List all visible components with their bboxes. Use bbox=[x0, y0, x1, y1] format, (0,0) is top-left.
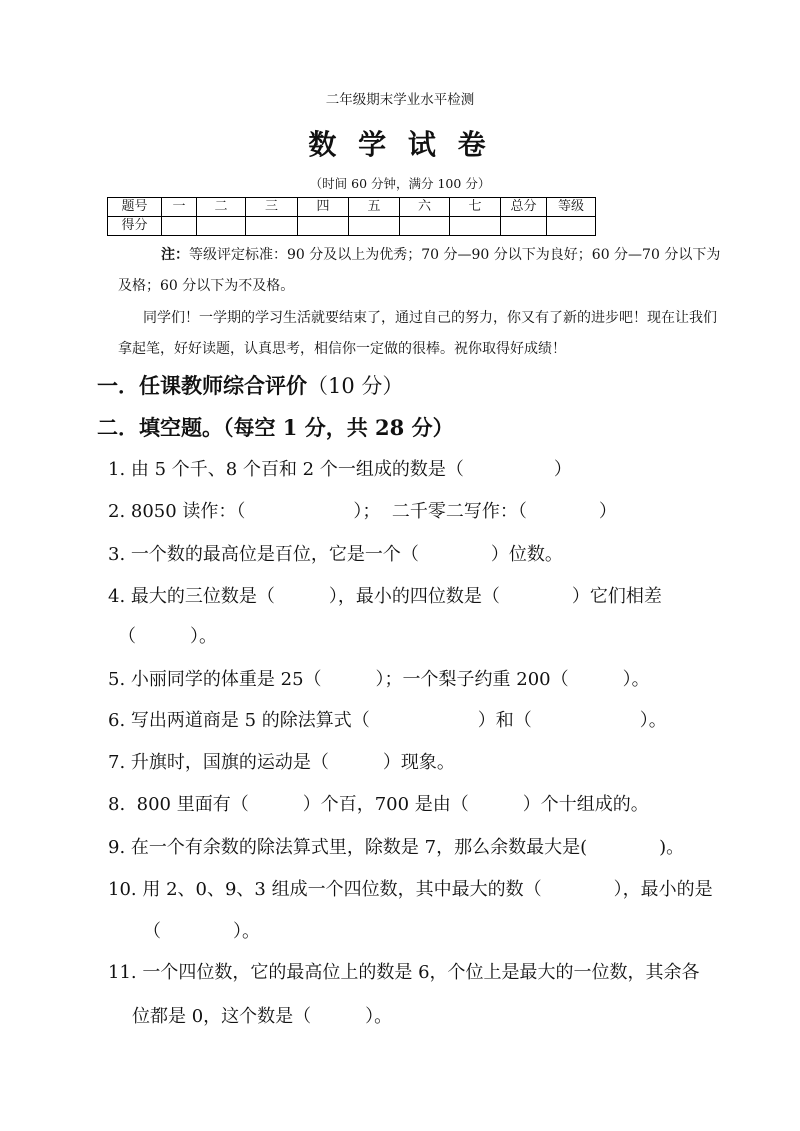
question-11-continuation: 位都是 0，这个数是（ ）。 bbox=[132, 1006, 393, 1027]
exam-subtitle: 二年级期末学业水平检测 bbox=[325, 92, 475, 108]
score-table-header-row bbox=[108, 198, 596, 217]
section-heading-1 bbox=[97, 373, 403, 399]
score-table-header-cell: 五 bbox=[349, 198, 400, 217]
score-table-header-cell: 一 bbox=[162, 198, 197, 217]
score-cell bbox=[197, 217, 246, 236]
time-note: （时间 60 分钟，满分 100 分） bbox=[309, 176, 491, 191]
question-1: 1. 由 5 个千、8 个百和 2 个一组成的数是（ ） bbox=[108, 459, 572, 480]
question-3: 3. 一个数的最高位是百位，它是一个（ ）位数。 bbox=[108, 544, 563, 565]
question-8: 8. 800 里面有（ ）个百，700 是由（ ）个十组成的。 bbox=[108, 794, 649, 815]
score-cell bbox=[246, 217, 298, 236]
exam-title: 数 学 试 卷 bbox=[308, 128, 492, 161]
score-table-header-cell: 二 bbox=[197, 198, 246, 217]
question-9: 9. 在一个有余数的除法算式里，除数是 7，那么余数最大是( )。 bbox=[108, 837, 685, 858]
question-4: 4. 最大的三位数是（ ），最小的四位数是（ ）它们相差 bbox=[108, 586, 662, 607]
score-cell bbox=[349, 217, 400, 236]
section-heading-1-title: 一．任课教师综合评价 bbox=[97, 373, 307, 398]
score-row-label: 得分 bbox=[108, 217, 162, 236]
score-cell bbox=[162, 217, 197, 236]
score-table-header-cell: 题号 bbox=[108, 198, 162, 217]
score-table-header-cell: 等级 bbox=[547, 198, 596, 217]
score-cell bbox=[400, 217, 450, 236]
score-table-score-row bbox=[108, 217, 596, 236]
question-4-continuation: （ ）。 bbox=[118, 626, 217, 647]
question-10-continuation: （ ）。 bbox=[143, 921, 260, 942]
question-10: 10. 用 2、0、9、3 组成一个四位数，其中最大的数（ ），最小的是 bbox=[108, 879, 713, 900]
question-2: 2. 8050 读作：（ ）； 二千零二写作：（ ） bbox=[108, 501, 617, 522]
section-heading-2-title: 二．填空题。（每空 1 分，共 28 分） bbox=[97, 415, 454, 440]
grading-note-line-2: 及格；60 分以下为不及格。 bbox=[118, 278, 295, 294]
question-7: 7. 升旗时，国旗的运动是（ ）现象。 bbox=[108, 752, 455, 773]
score-table-header-cell: 七 bbox=[450, 198, 501, 217]
greeting-line-1: 同学们！一学期的学习生活就要结束了，通过自己的努力，你又有了新的进步吧！现在让我们 bbox=[143, 310, 717, 326]
grading-note-line-1 bbox=[161, 247, 720, 264]
question-11: 11. 一个四位数，它的最高位上的数是 6，个位上是最大的一位数，其余各 bbox=[108, 962, 700, 983]
question-6: 6. 写出两道商是 5 的除法算式（ ）和（ ）。 bbox=[108, 710, 667, 731]
greeting-line-2: 拿起笔，好好读题，认真思考，相信你一定做的很棒。祝你取得好成绩！ bbox=[118, 341, 566, 357]
score-table-header-cell: 四 bbox=[298, 198, 349, 217]
score-cell bbox=[501, 217, 547, 236]
grading-note-label: 注： bbox=[161, 247, 189, 263]
score-cell bbox=[547, 217, 596, 236]
score-table-header-cell: 三 bbox=[246, 198, 298, 217]
score-table-header-cell: 六 bbox=[400, 198, 450, 217]
score-cell bbox=[450, 217, 501, 236]
question-5: 5. 小丽同学的体重是 25（ ）；一个梨子约重 200（ ）。 bbox=[108, 669, 650, 690]
score-table bbox=[107, 197, 596, 236]
grading-note-text: 等级评定标准：90 分及以上为优秀；70 分—90 分以下为良好；60 分—70 分以下为 bbox=[189, 247, 721, 263]
score-cell bbox=[298, 217, 349, 236]
score-table-header-cell: 总分 bbox=[501, 198, 547, 217]
section-heading-1-points: （10 分） bbox=[307, 374, 404, 398]
section-heading-2 bbox=[97, 415, 454, 441]
